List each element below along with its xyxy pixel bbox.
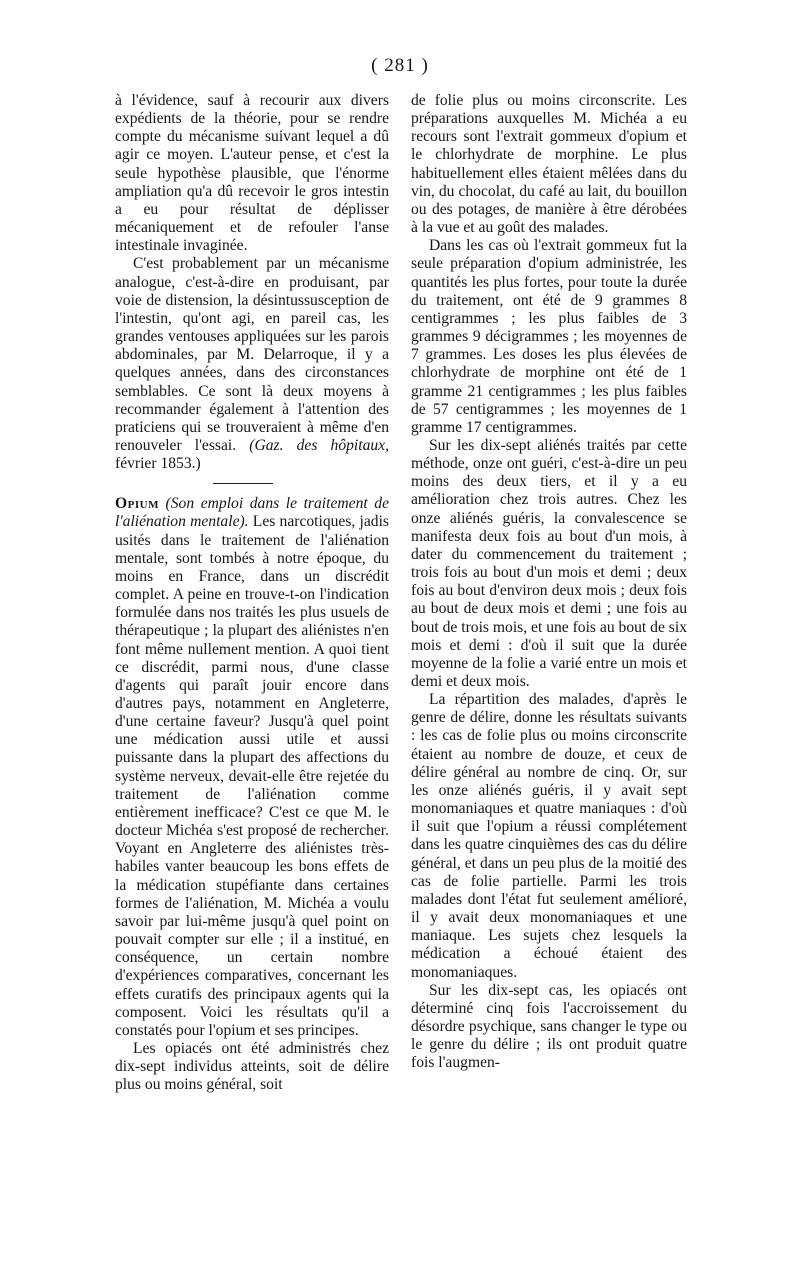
paragraph-text: C'est probablement par un mécanisme analogue, c'est-à-dire en produisant, par voie de distension, la désintussusception de l'intestin, qu'ont agi, en pareil cas, les grandes ventouses appliquées sur les parois abdominales, par M. Delarroque, il y a quelques années, dans des circonstances semblables. Ce sont là deux moyens à recommander également à l'attention des praticiens qui se trouveraient à même d'en renouveler l'essai. — [115, 255, 389, 454]
paragraph: de folie plus ou moins circonscrite. Les préparations auxquelles M. Michéa a eu recours sont l'extrait gommeux d'opium et le chlorhydrate de morphine. Le plus habituellement elles étaient mêlées dans du vin, du chocolat, du café au lait, du bouillon ou des potages, de manière à être dérobées à la vue et au goût des malades. — [411, 92, 687, 237]
paragraph: Dans les cas où l'extrait gommeux fut la seule préparation d'opium administrée, les quantités les plus fortes, pour toute la durée du traitement, ont été de 9 grammes 8 centigrammes ; les plus faibles de 3 grammes 9 décigrammes ; les moyennes de 7 grammes. Les doses les plus élevées de chlorhydrate de morphine ont été de 1 gramme 21 centigrammes ; les plus faibles de 57 centigrammes ; les moyennes de 1 gramme 17 centigrammes. — [411, 237, 687, 436]
paragraph: Les opiacés ont été administrés chez dix-sept individus atteints, soit de délire plus ou moins général, soit — [115, 1039, 389, 1094]
page-number: ( 281 ) — [371, 55, 429, 76]
paragraph-text: Les narcotiques, jadis usités dans le traitement de l'aliénation mentale, sont tombés à notre époque, du moins en France, dans un discrédit complet. A peine en trouve-t-on l'indication formulée dans nos traités les plus usuels de thérapeutique ; la plupart des aliénistes n'en font même nullement mention. A quoi tient ce discrédit, parmi nous, d'une classe d'agents qui paraît jouir encore dans d'autres pays, notamment en Angleterre, d'une certaine faveur? Jusqu'à quel point une médication aussi utile et aussi puissante dans la plupart des affections du système nerveux, devait-elle être rejetée du traitement de l'aliénation comme entièrement inefficace? C'est ce que M. le docteur Michéa s'est proposé de rechercher. Voyant en Angleterre des aliénistes très-habiles vanter beaucoup les bons effets de la médication stupéfiante dans certaines formes de l'aliénation, M. Michéa a voulu savoir par lui-même jusqu'à quel point on pouvait compter sur elle ; il a institué, en conséquence, un certain nombre d'expériences comparatives, concernant les effets curatifs des principaux agents qui la composent. Voici les résultats qu'il a constatés pour l'opium et ses principes. — [115, 513, 389, 1039]
section-heading: Opium — [115, 495, 159, 513]
paragraph — [115, 255, 389, 473]
right-column — [411, 92, 687, 1072]
section-divider — [213, 483, 273, 484]
left-column — [115, 92, 389, 1094]
section-opium — [115, 495, 389, 1040]
paragraph: Sur les dix-sept cas, les opiacés ont déterminé cinq fois l'accroissement du désordre psychique, sans changer le type ou le genre du délire ; ils ont produit quatre fois l'augmen- — [411, 981, 687, 1072]
paragraph: La répartition des malades, d'après le genre de délire, donne les résultats suivants : les cas de folie plus ou moins circonscrite étaient au nombre de douze, et ceux de délire général au nombre de cinq. Or, sur les onze aliénés guéris, il y avait sept monomaniaques et quatre maniaques : d'où il suit que l'opium a réussi complétement dans les quatre cinquièmes des cas du délire général, et dans un peu plus de la moitié des cas de folie partielle. Parmi les trois malades dont l'état fut seulement amélioré, il y avait deux monomaniaques et une maniaque. Les sujets chez lesquels la médication a échoué étaient des monomaniaques. — [411, 691, 687, 981]
citation-date: février 1853.) — [115, 455, 201, 473]
citation: (Gaz. des hôpitaux, — [249, 436, 389, 454]
paragraph: à l'évidence, sauf à recourir aux divers expédients de la théorie, pour se rendre compte du mécanisme suivant lequel a dû agir ce moyen. L'auteur pense, et c'est la seule hypothèse plausible, que l'énorme ampliation qu'a dû recevoir le gros intestin a eu pour résultat de déplisser mécaniquement et de refouler l'anse intestinale invaginée. — [115, 92, 389, 255]
section-subtitle: (Son emploi dans le traitement de l'aliénation mentale). — [115, 495, 389, 531]
paragraph: Sur les dix-sept aliénés traités par cette méthode, onze ont guéri, c'est-à-dire un peu moins des deux tiers, et il y a eu amélioration chez trois autres. Chez les onze aliénés guéris, la convalescence se manifesta deux fois au bout d'un mois, à dater du commencement du traitement ; trois fois au bout d'un mois et demi ; deux fois au bout d'environ deux mois ; deux fois au bout de deux mois et demi ; une fois au bout de trois mois, et une fois au bout de six mois et demi : d'où il suit que la durée moyenne de la folie a varié entre un mois et demi et deux mois. — [411, 436, 687, 690]
